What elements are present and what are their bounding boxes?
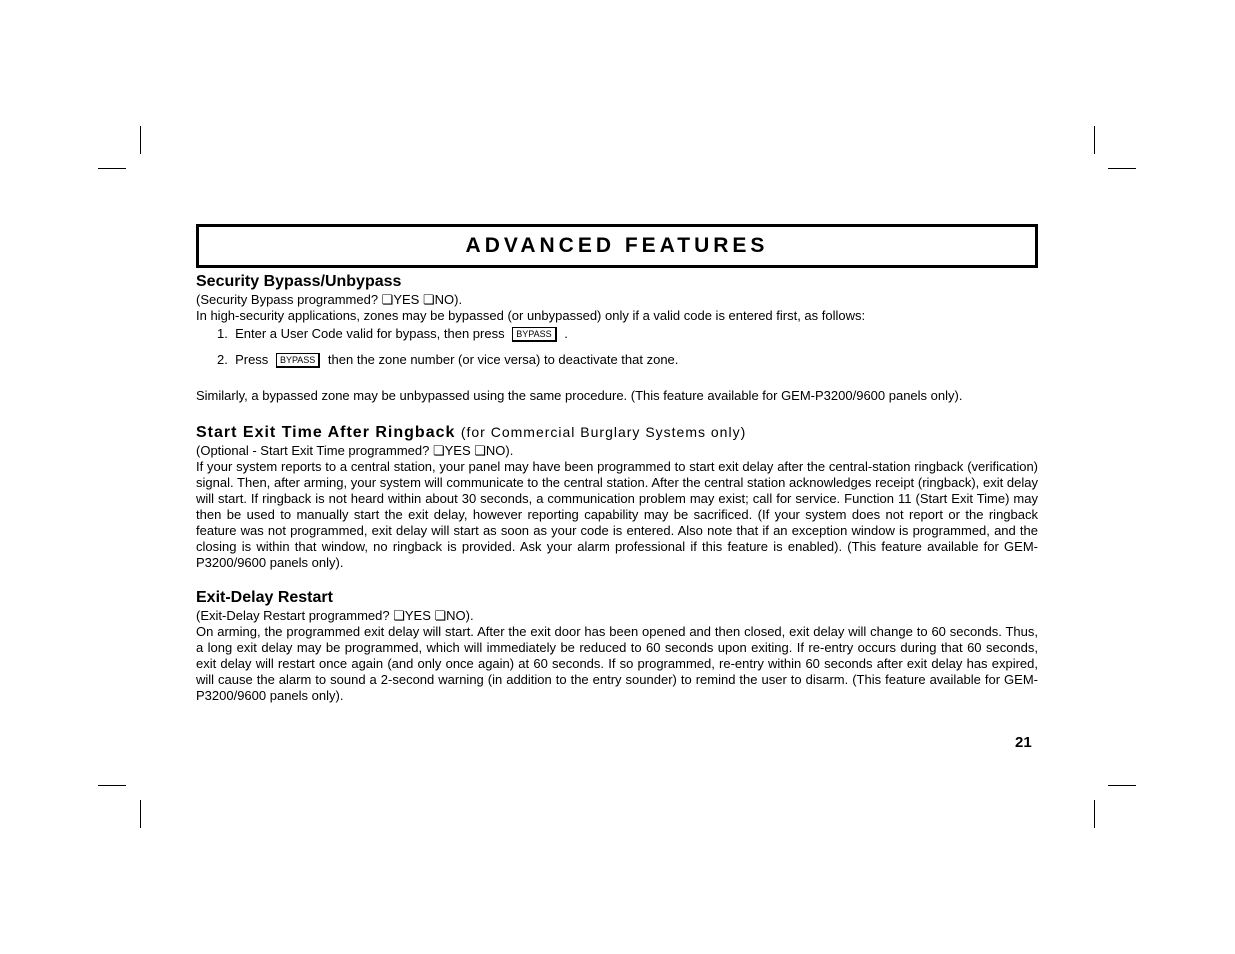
crop-mark-bottom-left-horizontal	[98, 785, 126, 786]
section-heading	[196, 422, 1038, 443]
crop-mark-top-left-vertical	[140, 126, 141, 154]
section-security-bypass	[196, 272, 1038, 404]
section-heading: Security Bypass/Unbypass	[196, 273, 402, 290]
step-number: 2.	[217, 352, 228, 367]
crop-mark-bottom-right-horizontal	[1108, 785, 1136, 786]
step-item	[217, 326, 1038, 342]
section-intro: In high-security applications, zones may be bypassed (or unbypassed) only if a valid code is entered first, as follows:	[196, 308, 866, 323]
step-text: Enter a User Code valid for bypass, then press	[235, 326, 505, 341]
step-number: 1.	[217, 326, 228, 341]
page-number: 21	[1015, 734, 1032, 751]
section-exit-delay-restart	[196, 588, 1038, 704]
steps-list	[196, 326, 1038, 368]
programmed-status: (Security Bypass programmed? ❏YES ❏NO).	[196, 292, 463, 307]
section-heading: Exit-Delay Restart	[196, 589, 333, 606]
crop-mark-bottom-left-vertical	[140, 800, 141, 828]
section-start-exit-time	[196, 422, 1038, 571]
programmed-status: (Exit-Delay Restart programmed? ❏YES ❏NO).	[196, 608, 474, 623]
section-closing: Similarly, a bypassed zone may be unbypassed using the same procedure. (This feature available for GEM-P3200/9600 panels only).	[196, 388, 963, 403]
step-text-after: then the zone number (or vice versa) to deactivate that zone.	[327, 352, 679, 367]
step-item	[217, 352, 1038, 368]
crop-mark-top-left-horizontal	[98, 168, 126, 169]
bypass-key-icon: BYPASS	[512, 327, 556, 342]
section-heading-main: Start Exit Time After Ringback	[196, 424, 456, 441]
section-body: If your system reports to a central station, your panel may have been programmed to start exit delay after the central-station ringback (verification) signal. Then, after arming, your system will communicate to the central station. After the central station acknowledges receipt (ringback), exit delay will start. If ringback is not heard within about 30 seconds, a communication problem may exist; call for service. Function 11 (Start Exit Time) may then be used to manually start the exit delay, however reporting capability may be sacrificed. (If your system does not report or the ringback feature was not programmed, exit delay will start as soon as your code is entered. Also note that if an exception window is programmed, and the closing is within that window, no ringback is provided. Ask your alarm professional if this feature is enabled). (This feature available for GEM-P3200/9600 panels only).	[196, 459, 1038, 570]
main-content	[196, 272, 1038, 704]
bypass-key-icon: BYPASS	[276, 353, 320, 368]
section-heading-suffix: (for Commercial Burglary Systems only)	[460, 424, 747, 440]
crop-mark-top-right-vertical	[1094, 126, 1095, 154]
crop-mark-bottom-right-vertical	[1094, 800, 1095, 828]
step-text-after: .	[564, 326, 568, 341]
step-text: Press	[235, 352, 269, 367]
crop-mark-top-right-horizontal	[1108, 168, 1136, 169]
section-body: On arming, the programmed exit delay will start. After the exit door has been opened and then closed, exit delay will change to 60 seconds. Thus, a long exit delay may be programmed, which will immediately be reduced to 60 seconds upon exiting. If re-entry occurs during that 60 seconds, exit delay will restart once again (and only once again) at 60 seconds. If so programmed, re-entry within 60 seconds after exit delay has expired, will cause the alarm to sound a 2-second warning (in addition to the entry sounder) to remind the user to disarm. (This feature available for GEM-P3200/9600 panels only).	[196, 624, 1038, 703]
page-title-box	[196, 224, 1038, 268]
page-title: ADVANCED FEATURES	[465, 234, 769, 257]
programmed-status: (Optional - Start Exit Time programmed? ❏YES ❏NO).	[196, 443, 514, 458]
